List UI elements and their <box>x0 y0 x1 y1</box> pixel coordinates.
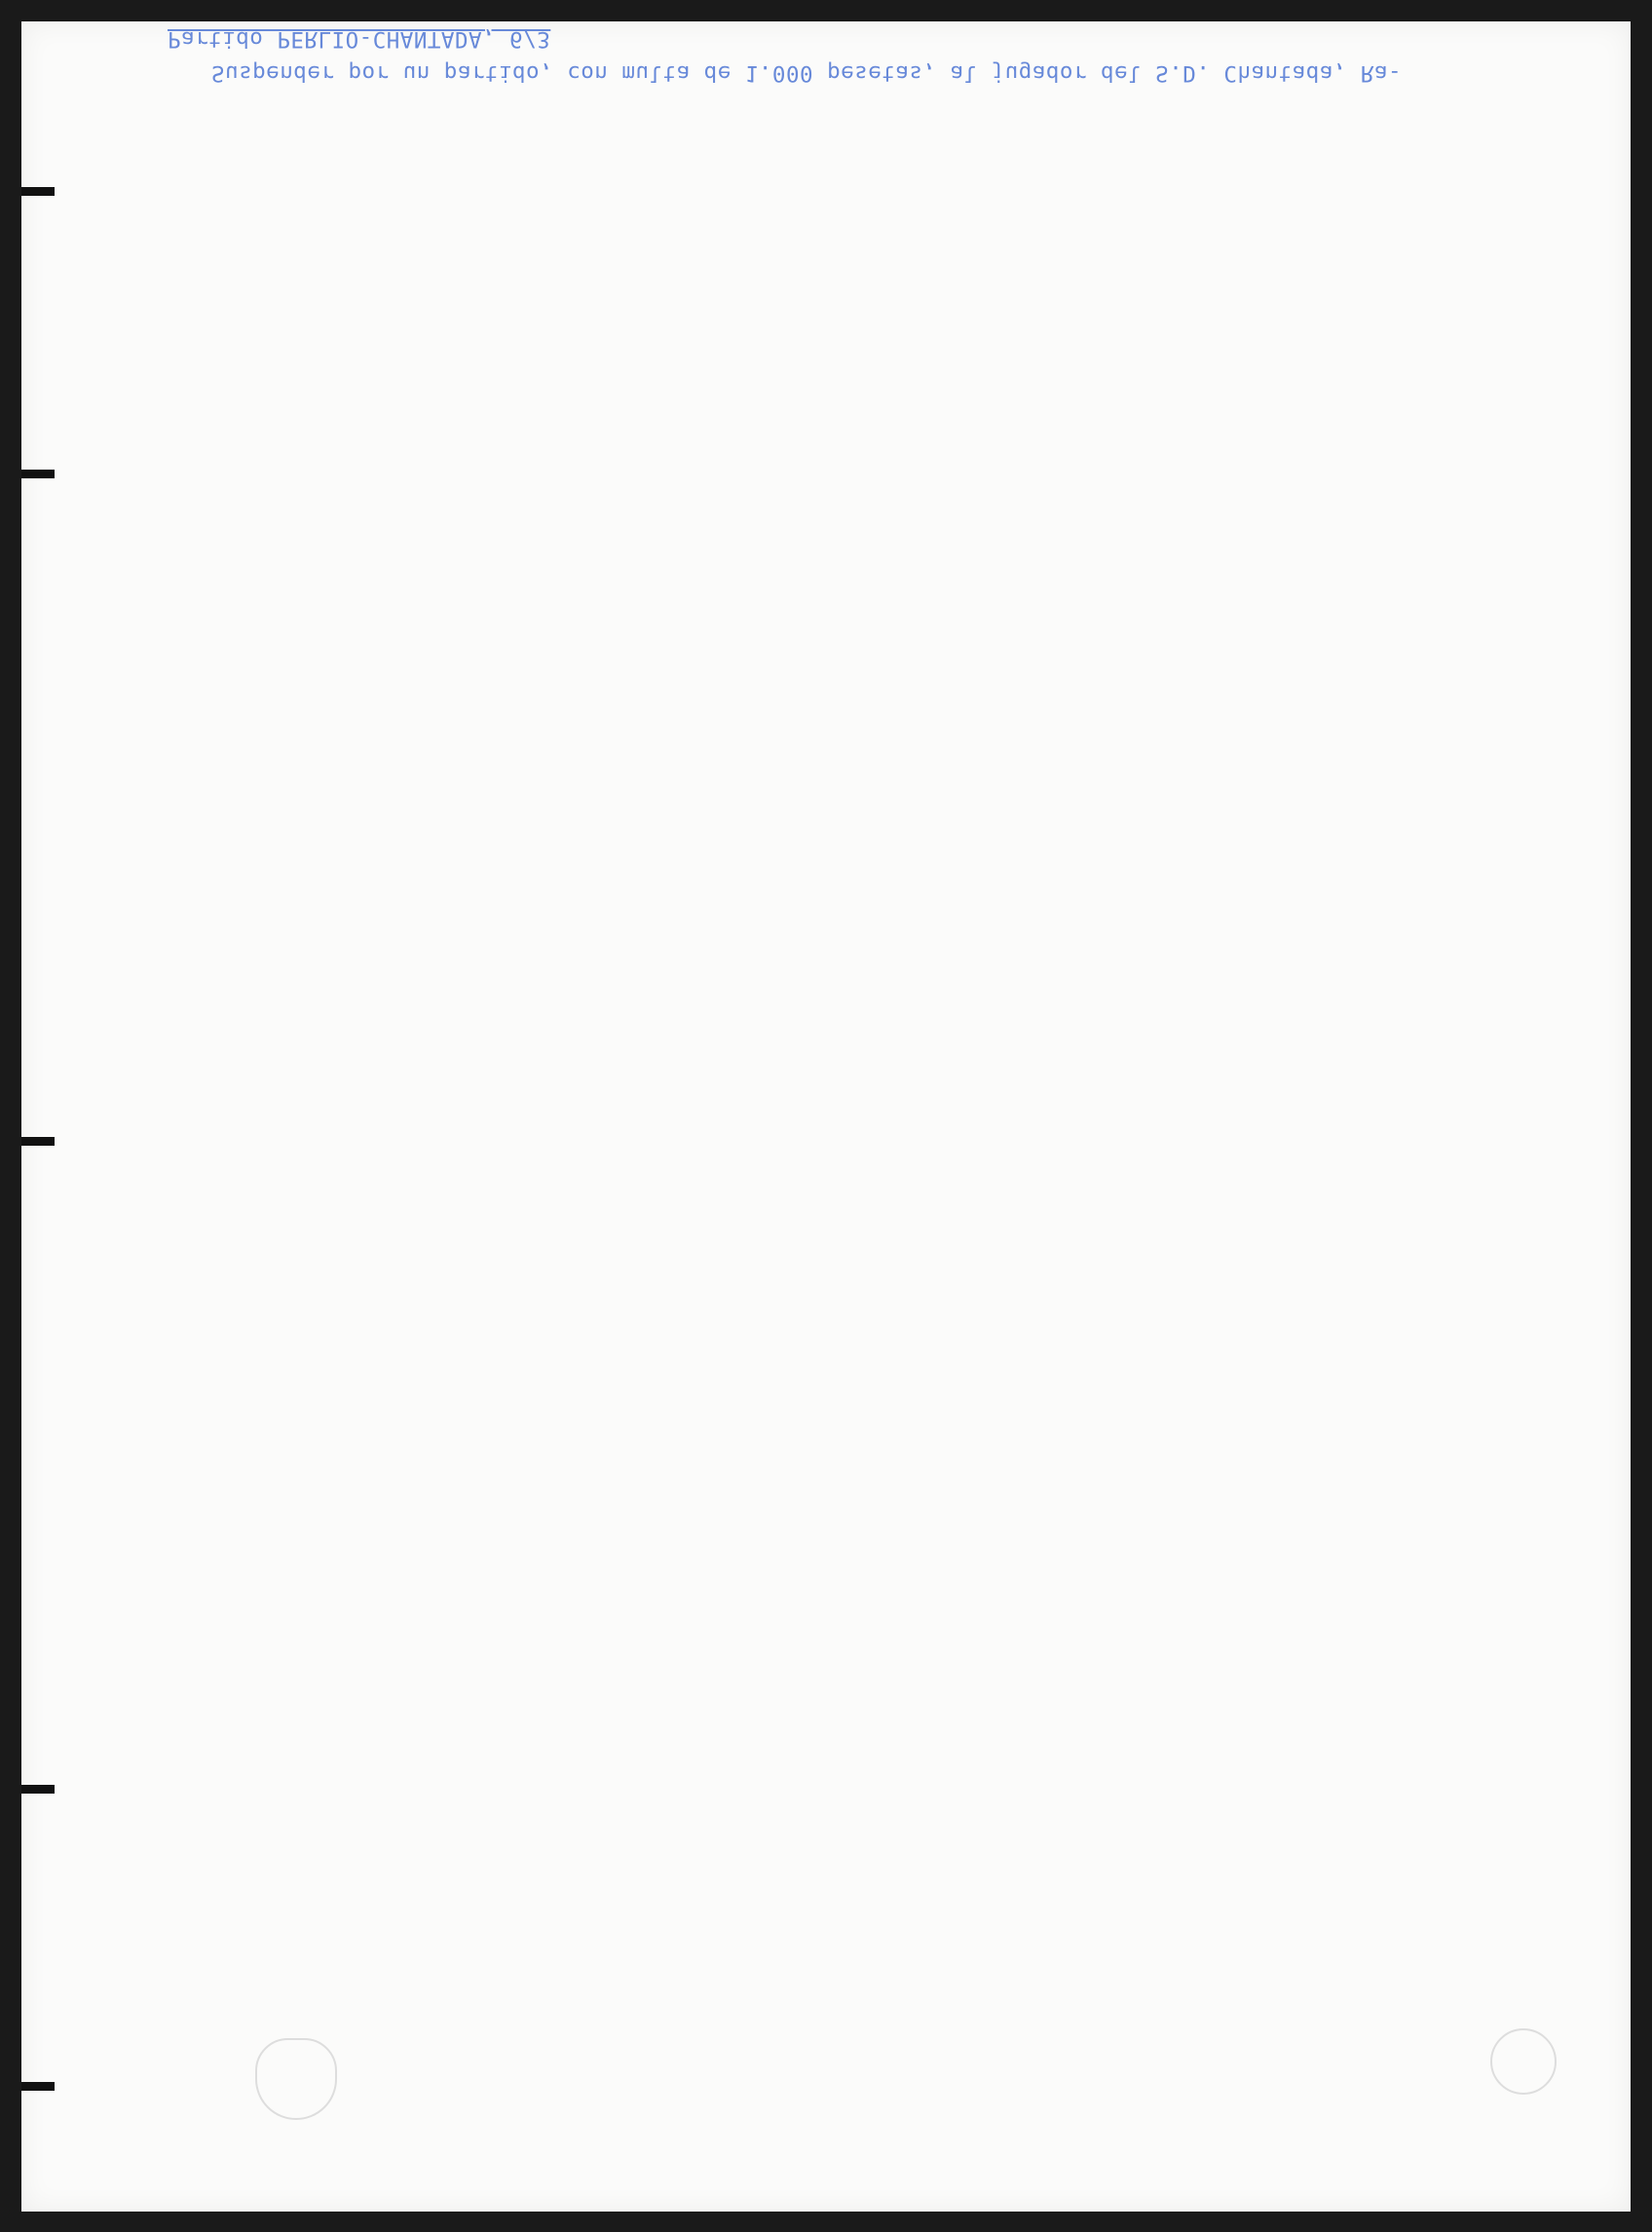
binder-hole-mark <box>21 187 55 196</box>
binder-hole-mark <box>21 2082 55 2091</box>
binder-hole-mark <box>21 1137 55 1146</box>
document-page <box>21 21 1631 2212</box>
text-line <box>168 21 1629 22</box>
binder-hole-mark <box>21 470 55 478</box>
match-heading: Partido PERLIO-CHANTADA, 6/3 <box>168 26 551 53</box>
faded-seal-stamp <box>1490 2028 1557 2095</box>
faded-emblem-stamp <box>255 2038 337 2120</box>
text-line: Suspender por un partido, con multa de 1.000 pesetas, al jugador del S.D. Chantada, Ra- <box>211 60 1403 86</box>
binder-hole-mark <box>21 1785 55 1794</box>
mirrored-typewritten-text <box>168 21 1629 90</box>
